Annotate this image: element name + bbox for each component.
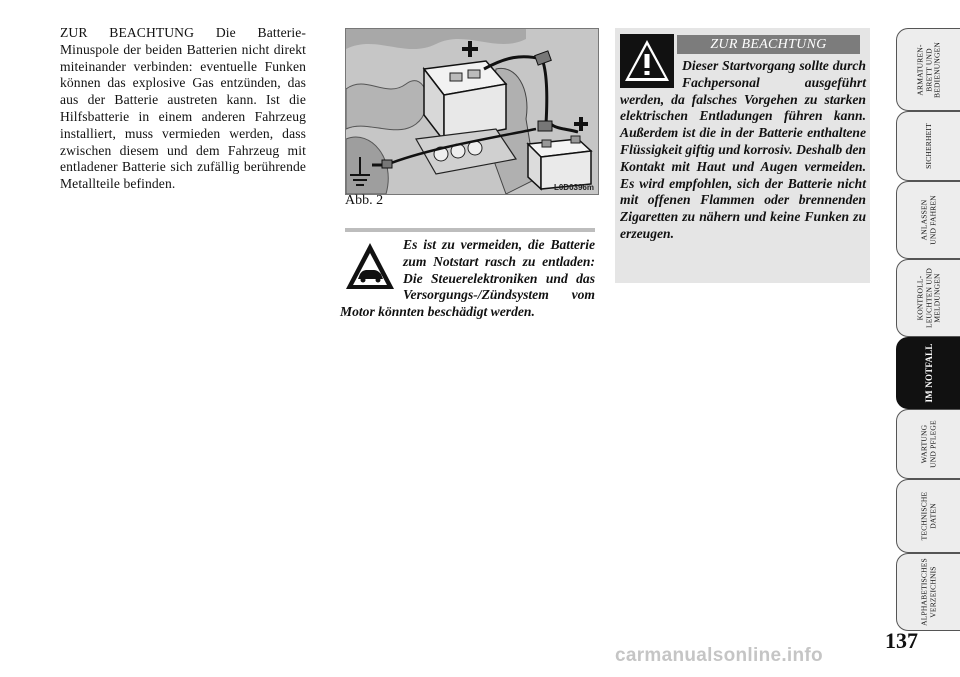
page-number: 137: [885, 628, 918, 653]
exclamation-triangle-icon: [620, 34, 674, 88]
tab-technische-daten[interactable]: TECHNISCHE DATEN: [896, 479, 960, 553]
battery-jumpstart-figure: [345, 28, 599, 195]
tab-verzeichnis[interactable]: ALPHABETISCHES VERZEICHNIS: [896, 553, 960, 631]
figure-caption: Abb. 2: [345, 193, 384, 208]
jumpstart-illustration: [346, 29, 598, 194]
tab-sicherheit[interactable]: SICHERHEIT: [896, 111, 960, 181]
tab-kontrollleuchten[interactable]: KONTROLL- LEUCHTEN UND MELDUNGEN: [896, 259, 960, 337]
tab-wartung[interactable]: WARTUNG UND PFLEGE: [896, 409, 960, 479]
car-warning-text: Es ist zu vermeiden, die Batterie zum Notstart rasch zu entladen: Die Steuerelektroniken und das Versorgungs-/Zündsystem vom Motor könnten beschädigt werden.: [340, 237, 595, 320]
warning-box-body: [620, 58, 866, 243]
donor-battery: [528, 136, 591, 189]
tab-im-notfall[interactable]: IM NOTFALL: [896, 337, 960, 409]
car-warning-icon: [343, 239, 397, 293]
warning-box: [615, 28, 870, 283]
warning-box-text: Dieser Startvorgang sollte durch Fachpersonal ausgeführt werden, da falsches Vorgehen zu starken elektrischen Entladungen führen kann. Außerdem ist die in der Batterie enthaltene Flüssigkeit giftig und korrosiv. Deshalb den Kontakt mit Haut und Augen vermeiden. Es wird empfohlen, sich der Batterie nicht mit offenen Flammen oder brennenden Zigaretten zu nähern und keine Funken zu erzeugen.: [620, 58, 866, 241]
warning-rule: [345, 228, 595, 232]
car-warning-note: [340, 228, 595, 321]
body-text: ZUR BEACHTUNG Die Batterie-Minuspole der beiden Batterien nicht direkt miteinander verbinden: eventuelle Funken können das explosive Gas entzünden, das aus der Batterie austreten kann. Ist die Hilfsbatterie in einem anderen Fahrzeug installiert, muss vermieden werden, dass zwischen diesem und dem Fahrzeug mit entladener Batterie sich zufällig berührende Metallteile befinden.: [60, 25, 306, 192]
tab-anlassen[interactable]: ANLASSEN UND FAHREN: [896, 181, 960, 259]
watermark: carmanualsonline.info: [615, 645, 823, 666]
figure-code: L0D0396m: [553, 183, 594, 192]
chapter-tabs: [896, 0, 960, 640]
tab-armaturenbrett[interactable]: ARMATUREN- BRETT UND BEDIENUNGEN: [896, 28, 960, 111]
warning-box-title: ZUR BEACHTUNG: [677, 35, 860, 54]
